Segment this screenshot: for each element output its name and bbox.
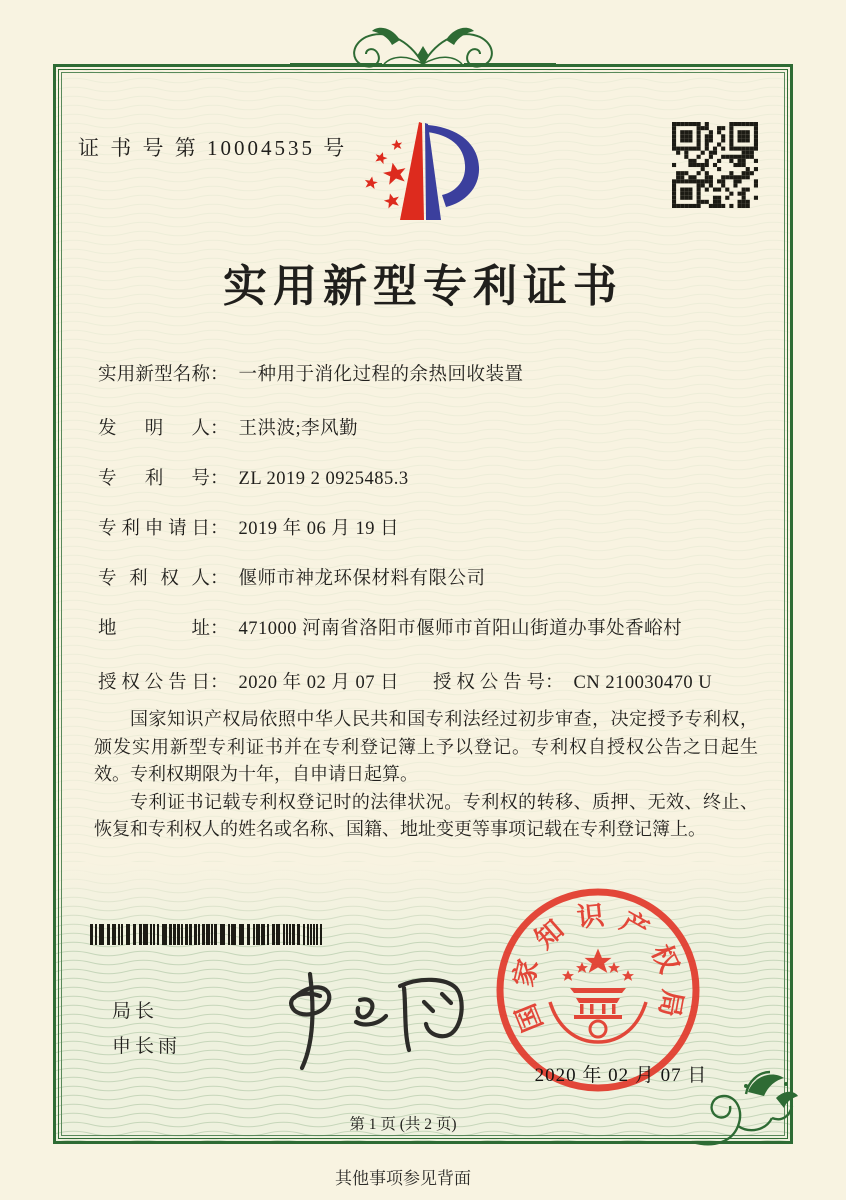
svg-text:产: 产 — [615, 905, 654, 946]
field-grant-number: 授权公告号： CN 210030470 U — [433, 668, 712, 694]
field-row-inventor: 发明人： 王洪波;李风勤 — [98, 414, 358, 440]
svg-text:国: 国 — [510, 999, 549, 1036]
field-row-patentee: 专利权人： 偃师市神龙环保材料有限公司 — [98, 564, 486, 590]
field-value: 王洪波;李风勤 — [238, 419, 359, 439]
commissioner-name: 申长雨 — [112, 1036, 182, 1057]
field-label: 专利权人 — [98, 569, 210, 589]
field-value: CN 210030470 U — [573, 673, 713, 693]
barcode — [90, 924, 328, 946]
field-label: 实用新型名称 — [98, 365, 210, 385]
field-label: 专利号 — [98, 469, 210, 489]
field-label: 专利申请日 — [98, 519, 210, 539]
qr-code — [672, 122, 758, 208]
legal-paragraph-2: 专利证书记载专利权登记时的法律状况。专利权的转移、质押、无效、终止、恢复和专利权人的姓名或名称、国籍、地址变更等事项记载在专利登记簿上。 — [94, 791, 758, 839]
field-value: 471000 河南省洛阳市偃师市首阳山街道办事处香峪村 — [238, 619, 683, 639]
top-ornament-icon — [288, 16, 558, 82]
field-value: 一种用于消化过程的余热回收装置 — [238, 365, 524, 385]
seal-date: 2020 年 02 月 07 日 — [534, 1065, 708, 1086]
back-note: 其他事项参见背面 — [335, 1169, 471, 1188]
field-row-address: 地址： 471000 河南省洛阳市偃师市首阳山街道办事处香峪村 — [98, 614, 682, 640]
certificate-number: 证 书 号 第 10004535 号 — [78, 136, 348, 160]
field-value: 偃师市神龙环保材料有限公司 — [238, 569, 486, 589]
logo-stars-icon — [364, 139, 409, 209]
commissioner-title: 局长 — [112, 1001, 159, 1022]
commissioner-signature — [232, 966, 472, 1076]
page-indicator: 第 1 页 (共 2 页) — [349, 1116, 457, 1133]
field-label: 地址 — [98, 619, 210, 639]
field-value: ZL 2019 2 0925485.3 — [238, 469, 409, 489]
svg-text:局: 局 — [653, 987, 688, 1020]
patent-office-logo — [338, 108, 513, 236]
field-label: 授权公告日 — [98, 673, 210, 693]
certificate-title: 实用新型专利证书 — [223, 262, 623, 311]
field-row-name: 实用新型名称： 一种用于消化过程的余热回收装置 — [98, 360, 524, 386]
field-value: 2020 年 02 月 07 日 — [238, 673, 400, 693]
svg-text:知: 知 — [529, 914, 570, 955]
field-value: 2019 年 06 月 19 日 — [238, 519, 400, 539]
legal-paragraph-1: 国家知识产权局依照中华人民共和国专利法经过初步审查，决定授予专利权，颁发实用新型专利证书并在专利登记簿上予以登记。专利权自授权公告之日起生效。专利权期限为十年，自申请日起算。 — [94, 709, 758, 784]
svg-text:权: 权 — [645, 940, 685, 978]
field-row-patent-number: 专利号： ZL 2019 2 0925485.3 — [98, 464, 409, 490]
logo-red-wedge-icon — [400, 122, 424, 220]
field-row-filing-date: 专利申请日： 2019 年 06 月 19 日 — [98, 514, 399, 540]
seal-emblem-icon — [550, 949, 646, 1043]
legal-text — [94, 706, 758, 844]
field-label: 授权公告号 — [433, 673, 545, 693]
field-label: 发明人 — [98, 419, 210, 439]
field-row-grant: 授权公告日： 2020 年 02 月 07 日 授权公告号： CN 210030470 U — [98, 668, 399, 694]
svg-text:家: 家 — [508, 956, 544, 990]
logo-blue-wedge-icon — [425, 123, 441, 220]
svg-text:识: 识 — [575, 900, 606, 933]
